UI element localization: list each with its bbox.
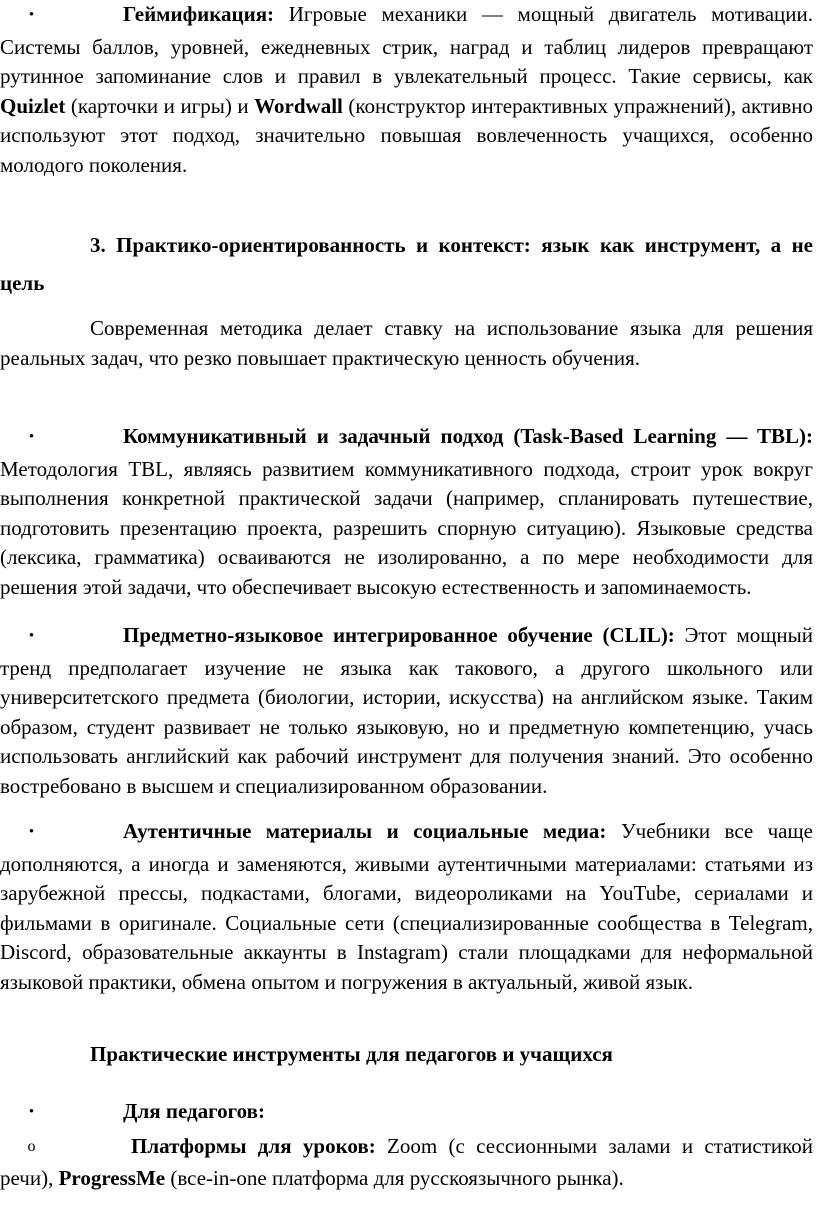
clil-text: Этот мощный тренд предполагает изучение не языка как такового, а другого школьного или университетского предмета (биологии, истории, искусства) на английском языке. Таким образом, студент развивает не только языковую, но и предметную компетенцию, учась использовать английский как рабочий инструмент для получения знаний. Это особенно востребовано в высшем и специализированном образовании. xyxy=(0,623,813,798)
tbl-title: Коммуникативный и задачный подход (Task-Based Learning — TBL): xyxy=(123,424,813,448)
platforms-paragraph xyxy=(0,1132,813,1193)
quizlet-name: Quizlet xyxy=(0,93,66,118)
authentic-paragraph xyxy=(0,817,813,997)
bullet-icon: • xyxy=(28,628,35,644)
sub-bullet-icon: o xyxy=(27,1138,36,1155)
gamification-tail: (конструктор интерактивных упражнений), активно используют этот подход, значительно повышая вовлеченность учащихся, особенно молодого поколения. xyxy=(0,93,813,177)
tbl-text: Методология TBL, являясь развитием коммуникативного подхода, строит урок вокруг выполнения конкретной практической задачи (например, спланировать путешествие, подготовить презентацию проекта, разрешить спорную ситуацию). Языковые средства (лексика, грамматика) осваиваются не изолированно, а по мере необходимости для решения этой задачи, что обеспечивает высокую естественность и запоминаемость. xyxy=(0,456,813,599)
bullet-icon: • xyxy=(28,824,35,840)
wordwall-name: Wordwall xyxy=(254,93,343,118)
for-teachers-item xyxy=(0,1097,813,1130)
section-3-intro: Современная методика делает ставку на использование языка для решения реальных задач, что резко повышает практическую ценность обучения. xyxy=(0,316,813,370)
gamification-mid: (карточки и игры) и xyxy=(65,93,255,118)
progressme-name: ProgressMe xyxy=(58,1165,166,1190)
section-3-heading: 3. Практико-ориентированность и контекст: язык как инструмент, а не цель xyxy=(0,233,813,295)
gamification-paragraph xyxy=(0,0,813,180)
gamification-text: Игровые механики — мощный двигатель мотивации. Системы баллов, уровней, ежедневных стрик, наград и таблиц лидеров превращают рутинное запоминание слов и правил в увлекательный процесс. Такие сервисы, как xyxy=(0,2,813,88)
for-teachers-label: Для педагогов: xyxy=(123,1099,265,1123)
gamification-title: Геймификация: xyxy=(123,2,275,26)
bullet-icon: • xyxy=(28,429,35,445)
tools-heading: Практические инструменты для педагогов и учащихся xyxy=(90,1042,613,1066)
platforms-tail: (все-in-one платформа для русскоязычного рынка). xyxy=(165,1165,624,1190)
clil-title: Предметно-языковое интегрированное обучение (CLIL): xyxy=(123,623,675,647)
tbl-paragraph xyxy=(0,422,813,602)
clil-paragraph xyxy=(0,621,813,801)
authentic-text: Учебники все чаще дополняются, а иногда и заменяются, живыми аутентичными материалами: статьями из зарубежной прессы, подкастами, блогами, видеороликами на YouTube, сериалами и фильмами в оригинале. Социальные сети (специализированные сообщества в Telegram, Discord, образовательные аккаунты в Instagram) стали площадками для неформальной языковой практики, обмена опытом и погружения в актуальный, живой язык. xyxy=(0,819,813,994)
bullet-icon: • xyxy=(28,7,35,23)
platforms-title: Платформы для уроков: xyxy=(131,1134,376,1158)
bullet-icon: • xyxy=(28,1104,35,1120)
authentic-title: Аутентичные материалы и социальные медиа: xyxy=(123,819,607,843)
platforms-text: Zoom (с сессионными залами и статистикой речи), xyxy=(0,1134,813,1190)
